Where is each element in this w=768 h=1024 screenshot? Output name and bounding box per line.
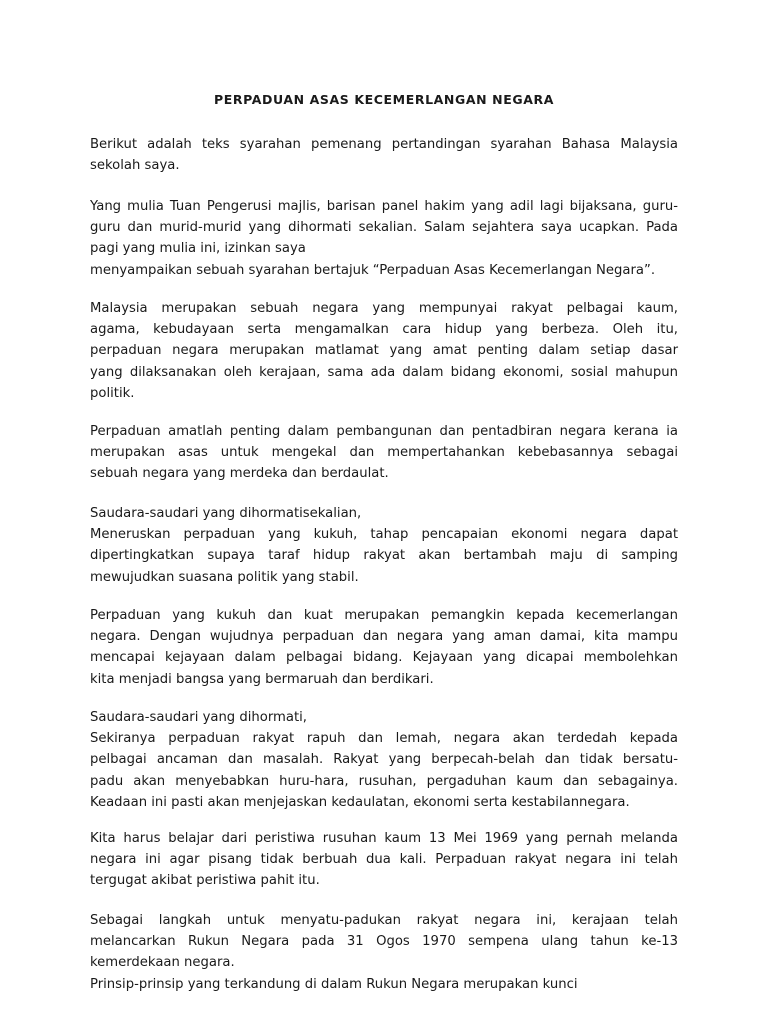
paragraph xyxy=(90,707,678,813)
text-line: pelbagai ancaman dan masalah. Rakyat yang berpecah-belah dan tidak bersatu- xyxy=(90,752,678,768)
text-line: sebuah negara yang merdeka dan berdaulat. xyxy=(90,466,389,482)
text-line: melancarkan Rukun Negara pada 31 Ogos 1970 sempena ulang tahun ke-13 xyxy=(90,934,678,950)
text-line: merupakan asas untuk mengekal dan mempertahankan kebebasannya sebagai xyxy=(90,445,678,461)
text-line: negara. Dengan wujudnya perpaduan dan negara yang aman damai, kita mampu xyxy=(90,629,678,645)
text-line: agama, kebudayaan serta mengamalkan cara hidup yang berbeza. Oleh itu, xyxy=(90,322,678,338)
text-line: perpaduan negara merupakan matlamat yang amat penting dalam setiap dasar xyxy=(90,343,678,359)
text-line: politik. xyxy=(90,385,135,401)
text-line: kemerdekaan negara. xyxy=(90,955,235,971)
text-line: pagi yang mulia ini, izinkan saya xyxy=(90,241,306,257)
text-line: sekolah saya. xyxy=(90,158,180,174)
text-line: Keadaan ini pasti akan menjejaskan kedaulatan, ekonomi serta kestabilannegara. xyxy=(90,794,630,810)
text-line: mewujudkan suasana politik yang stabil. xyxy=(90,569,359,585)
text-line: dipertingkatkan supaya taraf hidup rakyat akan bertambah maju di samping xyxy=(90,548,678,564)
text-line: Sebagai langkah untuk menyatu-padukan rakyat negara ini, kerajaan telah xyxy=(90,913,678,928)
document-title: PERPADUAN ASAS KECEMERLANGAN NEGARA xyxy=(214,92,554,107)
paragraph xyxy=(90,134,678,176)
paragraph xyxy=(90,421,678,485)
text-line: Sekiranya perpaduan rakyat rapuh dan lemah, negara akan terdedah kepada xyxy=(90,731,678,747)
paragraph xyxy=(90,196,678,281)
text-line: yang dilaksanakan oleh kerajaan, sama ada dalam bidang ekonomi, sosial mahupun xyxy=(90,364,678,380)
paragraph xyxy=(90,828,678,892)
text-line: negara ini agar pisang tidak berbuah dua kali. Perpaduan rakyat negara ini telah xyxy=(90,852,678,868)
paragraph xyxy=(90,605,678,690)
text-line: Perpaduan yang kukuh dan kuat merupakan pemangkin kepada kecemerlangan xyxy=(90,608,678,623)
text-line: padu akan menyebabkan huru-hara, rusuhan, pergaduhan kaum dan sebagainya. xyxy=(90,773,678,789)
text-line: Perpaduan amatlah penting dalam pembangunan dan pentadbiran negara kerana ia xyxy=(90,424,678,439)
text-line: tergugat akibat peristiwa pahit itu. xyxy=(90,873,320,889)
text-line: Kita harus belajar dari peristiwa rusuhan kaum 13 Mei 1969 yang pernah melanda xyxy=(90,831,678,846)
text-line: mencapai kejayaan dalam pelbagai bidang. Kejayaan yang dicapai membolehkan xyxy=(90,650,678,666)
text-line: Saudara-saudari yang dihormatisekalian, xyxy=(90,506,362,521)
text-line: Berikut adalah teks syarahan pemenang pertandingan syarahan Bahasa Malaysia xyxy=(90,137,678,152)
text-line: guru dan murid-murid yang dihormati sekalian. Salam sejahtera saya ucapkan. Pada xyxy=(90,220,678,236)
text-line: Meneruskan perpaduan yang kukuh, tahap pencapaian ekonomi negara dapat xyxy=(90,527,678,543)
paragraph xyxy=(90,503,678,588)
text-line: kita menjadi bangsa yang bermaruah dan berdikari. xyxy=(90,671,434,687)
text-line: menyampaikan sebuah syarahan bertajuk “Perpaduan Asas Kecemerlangan Negara”. xyxy=(90,262,656,278)
paragraph xyxy=(90,910,678,995)
text-line: Prinsip-prinsip yang terkandung di dalam Rukun Negara merupakan kunci xyxy=(90,976,578,992)
text-line: Malaysia merupakan sebuah negara yang mempunyai rakyat pelbagai kaum, xyxy=(90,301,678,316)
text-line: Yang mulia Tuan Pengerusi majlis, barisan panel hakim yang adil lagi bijaksana, guru- xyxy=(90,199,678,214)
paragraph xyxy=(90,298,678,404)
text-line: Saudara-saudari yang dihormati, xyxy=(90,710,307,725)
